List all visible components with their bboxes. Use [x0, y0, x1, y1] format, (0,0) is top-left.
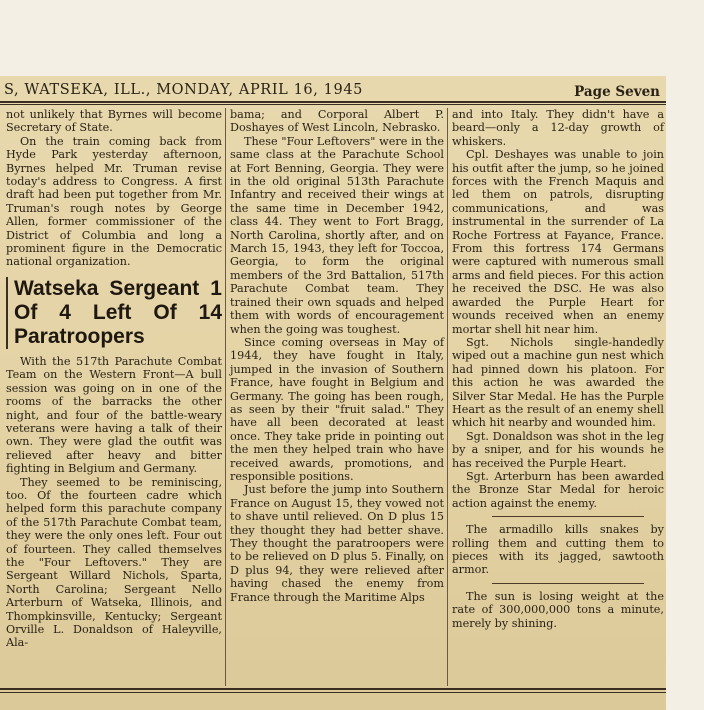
column-1: [6, 108, 222, 650]
paragraph: Cpl. Deshayes was unable to join his outfit after the jump, so he joined forces with the French Maquis and led them on patrols, disrupting communications, and was instrumental in the surrender of La Roche Fortress at Fayance, France. From this fortress 174 Germans were captured with numerous small arms and field pieces. For this action he received the DSC. He was also awarded the Purple Heart for wounds received when an enemy mortar shell hit near him.: [452, 148, 664, 336]
top-rule-thin: [0, 104, 666, 105]
column-divider: [447, 108, 448, 686]
section-divider: [492, 583, 644, 584]
article-headline: Watseka Sergeant 1 Of 4 Left Of 14 Paratroopers: [6, 277, 222, 349]
filler-paragraph: The armadillo kills snakes by rolling them and cutting them to pieces with its jagged, sawtooth armor.: [452, 523, 664, 577]
paragraph: Since coming overseas in May of 1944, they have fought in Italy, jumped in the invasion of Southern France, have fought in Belgium and Germany. The going has been rough, as seen by their "fruit salad." They have all been decorated at least once. They take pride in pointing out the men they helped train who have received awards, promotions, and responsible positions.: [230, 335, 444, 483]
paragraph: bama; and Corporal Albert P. Doshayes of West Lincoln, Nebrasko.: [230, 108, 444, 135]
paragraph: With the 517th Parachute Combat Team on the Western Front—A bull session was going on in one of the rooms of the barracks the other night, and four of the battle-weary veterans were having a talk of their own. They were glad the outfit was relieved after heavy and bitter fighting in Belgium and Germany.: [6, 354, 222, 476]
page-number: Page Seven: [574, 84, 660, 100]
column-3: [452, 108, 664, 630]
filler-paragraph: The sun is losing weight at the rate of 300,000,000 tons a minute, merely by shining.: [452, 589, 664, 630]
paragraph: On the train coming back from Hyde Park yesterday afternoon, Byrnes helped Mr. Truman revise today's address to Congress. A first draft had been put together from Mr. Truman's rough notes by George Allen, former commissioner of the District of Columbia and long a prominent figure in the Democratic national organization.: [6, 134, 222, 269]
paragraph: Sgt. Donaldson was shot in the leg by a sniper, and for his wounds he has received the Purple Heart.: [452, 429, 664, 470]
paragraph: and into Italy. They didn't have a beard—only a 12-day growth of whiskers.: [452, 108, 664, 148]
paragraph: Sgt. Nichols single-handedly wiped out a machine gun nest which had pinned down his platoon. For this action he was awarded the Silver Star Medal. He has the Purple Heart as the result of an enemy shell which hit nearby and wounded him.: [452, 335, 664, 430]
bottom-rule: [0, 688, 666, 690]
column-divider: [225, 108, 226, 686]
paragraph: These "Four Leftovers" were in the same class at the Parachute School at Fort Benning, Georgia. They were in the old original 513th Parachute Infantry and received their wings at the same time in December 1942, class 44. They went to Fort Bragg, North Carolina, shortly after, and on March 15, 1943, they left for Toccoa, Georgia, to form the original members of the 3rd Battalion, 517th Parachute Combat team. They trained their own squads and helped them with words of encouragement when the going was toughest.: [230, 134, 444, 336]
page-right-margin: [666, 0, 704, 710]
page-top-margin: [0, 0, 704, 76]
paragraph: They seemed to be reminiscing, too. Of the fourteen cadre which helped form this parachute company of the 517th Parachute Combat team, they were the only ones left. Four out of fourteen. They called themselves the "Four Leftovers." They are Sergeant Willard Nichols, Sparta, North Carolina; Sergeant Nello Arterburn of Watseka, Illinois, and Thompkinsville, Kentucky; Sergeant Orville L. Donaldson of Haleyville, Ala-: [6, 475, 222, 650]
column-2: [230, 108, 444, 604]
top-rule: [0, 101, 666, 103]
section-divider: [492, 516, 644, 517]
paragraph: Just before the jump into Southern France on August 15, they vowed not to shave until relieved. On D plus 15 they thought they had better shave. They thought the paratroopers were to be relieved on D plus 5. Finally, on D plus 94, they were relieved after having chased the enemy from France through the Maritime Alps: [230, 483, 444, 604]
bottom-rule-thin: [0, 692, 666, 693]
paragraph: Sgt. Arterburn has been awarded the Bronze Star Medal for heroic action against the enemy.: [452, 469, 664, 510]
paragraph: not unlikely that Byrnes will become Secretary of State.: [6, 108, 222, 135]
masthead-dateline: S, WATSEKA, ILL., MONDAY, APRIL 16, 1945: [4, 82, 363, 98]
